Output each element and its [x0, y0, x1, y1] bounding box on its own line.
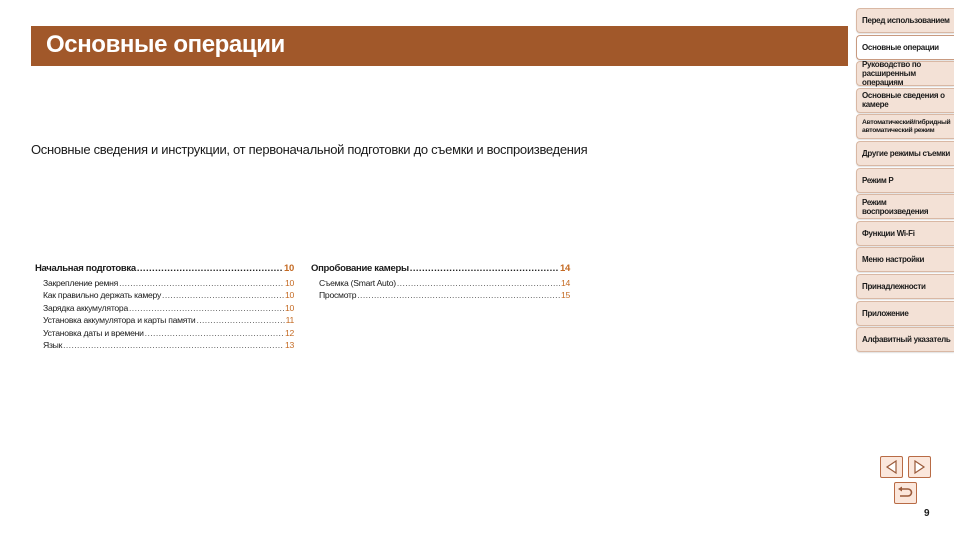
toc-item[interactable]	[35, 315, 294, 327]
return-button[interactable]	[894, 482, 917, 504]
sidebar-tab-label: Функции Wi-Fi	[862, 228, 915, 238]
sidebar-tab-p-mode[interactable]	[856, 168, 954, 193]
sidebar-tab-appendix[interactable]	[856, 301, 954, 326]
sidebar-tab-basic-operations[interactable]	[856, 35, 954, 60]
sidebar-tab-index[interactable]	[856, 327, 954, 352]
sidebar-tab-before-use[interactable]	[856, 8, 954, 33]
toc-item-label: Установка даты и времени	[43, 327, 144, 338]
toc-page-link[interactable]: 15	[560, 290, 570, 301]
toc-page-link[interactable]: 14	[560, 278, 570, 288]
sidebar-tab-advanced-guide[interactable]	[856, 61, 954, 86]
toc-leader-dots	[410, 263, 559, 274]
section-sidebar	[856, 8, 954, 354]
sidebar-tab-label: Основные сведения о камере	[862, 91, 945, 110]
toc-heading-getting-started[interactable]	[35, 263, 294, 275]
toc-leader-dots	[196, 315, 284, 325]
toc-leader-dots	[119, 278, 284, 288]
toc-item-label: Закрепление ремня	[43, 278, 119, 288]
sidebar-tab-label: Приложение	[862, 308, 909, 318]
toc-item-label: Как правильно держать камеру	[43, 290, 162, 301]
sidebar-tab-label: Основные операции	[862, 42, 939, 52]
toc-leader-dots	[145, 328, 284, 338]
intro-text: Основные сведения и инструкции, от первоначальной подготовки до съемки и воспроизведения	[31, 142, 588, 157]
toc-heading-trying-camera[interactable]	[311, 263, 570, 275]
sidebar-tab-label: Автоматический/гибридный автоматический режим	[862, 118, 951, 134]
sidebar-tab-label: Алфавитный указатель	[862, 335, 951, 345]
sidebar-tab-label: Перед использованием	[862, 16, 950, 25]
sidebar-tab-label: Другие режимы съемки	[862, 148, 951, 158]
toc-item[interactable]	[35, 340, 294, 352]
sidebar-tab-playback-mode[interactable]	[856, 194, 954, 219]
toc-page-link[interactable]: 10	[284, 302, 294, 313]
toc-leader-dots	[137, 263, 283, 274]
toc-page-link[interactable]: 10	[284, 278, 294, 288]
toc-item[interactable]	[35, 278, 294, 290]
sidebar-tab-label: Режим P	[862, 175, 894, 185]
sidebar-tab-camera-basics[interactable]	[856, 88, 954, 113]
toc-item-label: Язык	[43, 339, 63, 350]
page-title: Основные операции	[46, 31, 285, 58]
sidebar-tab-auto-mode[interactable]	[856, 114, 954, 139]
toc-leader-dots	[397, 278, 560, 288]
toc-heading-label: Начальная подготовка	[35, 263, 136, 274]
sidebar-tab-label: Режим воспроизведения	[862, 197, 929, 216]
prev-page-button[interactable]	[880, 456, 903, 478]
header-bar	[31, 26, 848, 66]
page-number: 9	[924, 508, 930, 519]
sidebar-tab-wifi[interactable]	[856, 221, 954, 246]
toc-page-link[interactable]: 10	[284, 263, 294, 274]
sidebar-tab-accessories[interactable]	[856, 274, 954, 299]
sidebar-tab-label: Принадлежности	[862, 281, 926, 291]
toc-page-link[interactable]: 13	[284, 339, 294, 350]
toc-item-label: Установка аккумулятора и карты памяти	[43, 315, 196, 326]
toc-page-link[interactable]: 12	[284, 327, 294, 338]
toc-item-label: Съемка (Smart Auto)	[319, 278, 396, 288]
return-arrow-icon	[897, 486, 914, 500]
toc-item[interactable]	[311, 290, 570, 302]
toc-page-link[interactable]: 11	[285, 315, 294, 326]
toc-page-link[interactable]: 10	[284, 290, 294, 301]
toc-column-right	[311, 263, 570, 303]
toc-item-label: Зарядка аккумулятора	[43, 302, 128, 313]
toc-leader-dots	[63, 340, 284, 350]
toc-column-left	[35, 263, 294, 352]
toc-leader-dots	[129, 303, 284, 313]
toc-heading-label: Опробование камеры	[311, 263, 409, 274]
sidebar-tab-label: Руководство по расширенным операциям	[862, 60, 921, 88]
toc-page-link[interactable]: 14	[560, 263, 570, 274]
triangle-left-icon	[885, 460, 898, 474]
toc-leader-dots	[162, 290, 284, 300]
toc-leader-dots	[357, 290, 560, 300]
sidebar-tab-setup-menu[interactable]	[856, 247, 954, 272]
toc-item-label: Просмотр	[319, 290, 357, 301]
toc-item[interactable]	[35, 303, 294, 315]
toc-item[interactable]	[35, 290, 294, 302]
triangle-right-icon	[913, 460, 926, 474]
toc-item[interactable]	[311, 278, 570, 290]
sidebar-tab-other-modes[interactable]	[856, 141, 954, 166]
sidebar-tab-label: Меню настройки	[862, 255, 925, 265]
toc-item[interactable]	[35, 328, 294, 340]
next-page-button[interactable]	[908, 456, 931, 478]
